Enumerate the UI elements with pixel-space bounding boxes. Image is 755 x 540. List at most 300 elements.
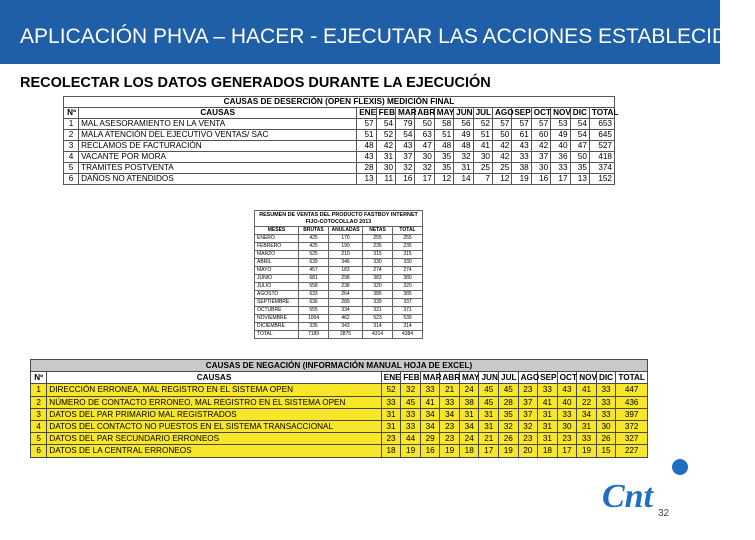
cause-cell: DATOS DEL CONTACTO NO PUESTOS EN EL SISTEMA TRANSACCIONAL — [47, 420, 381, 432]
table-causas-negacion — [30, 359, 648, 458]
column-header: TOTAL — [393, 227, 423, 235]
value-cell: 43 — [557, 384, 577, 396]
value-cell: 30 — [473, 152, 492, 163]
header-row — [31, 372, 648, 384]
table-row — [255, 331, 423, 339]
value-cell: 15 — [596, 445, 616, 457]
value-cell: 4 — [31, 420, 47, 432]
value-cell: 40 — [557, 396, 577, 408]
value-cell: 34 — [420, 408, 440, 420]
value-cell: 49 — [551, 130, 570, 141]
value-cell: 45 — [401, 396, 421, 408]
value-cell: 41 — [473, 141, 492, 152]
value-cell: 29 — [420, 433, 440, 445]
value-cell: 25 — [473, 163, 492, 174]
cause-cell: DATOS DEL PAR PRIMARIO MAL REGISTRADOS — [47, 408, 381, 420]
value-cell: 35 — [570, 163, 589, 174]
value-cell: 63 — [415, 130, 434, 141]
column-header: CAUSAS — [47, 372, 381, 384]
column-header: BRUTAS — [299, 227, 329, 235]
value-cell: 7189 — [299, 331, 329, 339]
value-cell: 30 — [596, 420, 616, 432]
column-header: DIC — [596, 372, 616, 384]
table-row — [31, 445, 648, 457]
value-cell: 24 — [459, 433, 479, 445]
value-cell: 32 — [454, 152, 473, 163]
table-row — [31, 433, 648, 445]
value-cell: 23 — [518, 433, 538, 445]
value-cell: 38 — [512, 163, 531, 174]
value-cell: 31 — [479, 420, 499, 432]
value-cell: 57 — [492, 119, 511, 130]
table-row — [31, 408, 648, 420]
value-cell: 30 — [376, 163, 395, 174]
value-cell: 37 — [518, 396, 538, 408]
column-header: OCT — [557, 372, 577, 384]
table-row — [255, 283, 423, 291]
value-cell: 636 — [299, 299, 329, 307]
value-cell: 31 — [538, 408, 558, 420]
value-cell: 371 — [393, 307, 423, 315]
value-cell: 54 — [396, 130, 415, 141]
value-cell: DICIEMBRE — [255, 323, 299, 331]
column-header: CAUSAS — [79, 108, 357, 119]
column-header: ANULADAS — [329, 227, 363, 235]
value-cell: 227 — [616, 445, 648, 457]
value-cell: 523 — [363, 315, 393, 323]
value-cell: 53 — [551, 119, 570, 130]
column-header: JUL — [499, 372, 519, 384]
column-header: MESES — [255, 227, 299, 235]
value-cell: 35 — [499, 408, 519, 420]
value-cell: 1004 — [299, 315, 329, 323]
value-cell: 56 — [454, 119, 473, 130]
column-header: AGO — [492, 108, 511, 119]
value-cell: 32 — [396, 163, 415, 174]
value-cell: 48 — [454, 141, 473, 152]
table-row — [31, 396, 648, 408]
value-cell: 31 — [538, 433, 558, 445]
value-cell: 43 — [396, 141, 415, 152]
value-cell: 639 — [299, 259, 329, 267]
value-cell: 61 — [512, 130, 531, 141]
value-cell: 2 — [64, 130, 79, 141]
value-cell: 457 — [299, 267, 329, 275]
header-row — [255, 227, 423, 235]
value-cell: 19 — [440, 445, 460, 457]
value-cell: 19 — [499, 445, 519, 457]
value-cell: 6 — [64, 174, 79, 185]
value-cell: 32 — [401, 384, 421, 396]
value-cell: 320 — [363, 283, 393, 291]
value-cell: 14 — [454, 174, 473, 185]
value-cell: 48 — [357, 141, 376, 152]
table-row — [255, 259, 423, 267]
header-row — [64, 108, 615, 119]
cause-cell: DAÑOS NO ATENDIDOS — [79, 174, 357, 185]
value-cell: TOTAL — [255, 331, 299, 339]
value-cell: 58 — [434, 119, 453, 130]
column-header: OCT — [531, 108, 550, 119]
value-cell: 6 — [31, 445, 47, 457]
table-resumen-ventas — [254, 210, 423, 339]
value-cell: 45 — [499, 384, 519, 396]
value-cell: 41 — [577, 384, 597, 396]
value-cell: 33 — [596, 408, 616, 420]
value-cell: 3 — [31, 408, 47, 420]
value-cell: 321 — [363, 307, 393, 315]
value-cell: 1 — [64, 119, 79, 130]
value-cell: ENERO — [255, 235, 299, 243]
value-cell: 33 — [551, 163, 570, 174]
table-row — [64, 119, 615, 130]
value-cell: 330 — [393, 259, 423, 267]
value-cell: 26 — [499, 433, 519, 445]
value-cell: 5 — [31, 433, 47, 445]
column-header: Nº — [64, 108, 79, 119]
column-header: FEB — [376, 108, 395, 119]
value-cell: 330 — [363, 259, 393, 267]
value-cell: 31 — [381, 420, 401, 432]
value-cell: 298 — [329, 275, 363, 283]
value-cell: 33 — [512, 152, 531, 163]
value-cell: 558 — [299, 283, 329, 291]
column-header: FEB — [401, 372, 421, 384]
table-row — [255, 291, 423, 299]
value-cell: 33 — [401, 420, 421, 432]
value-cell: 42 — [376, 141, 395, 152]
column-header: ENE — [357, 108, 376, 119]
value-cell: SEPTIEMBRE — [255, 299, 299, 307]
value-cell: 21 — [479, 433, 499, 445]
table-title: CAUSAS DE DESERCIÓN (OPEN FLEXIS) MEDICIÓN FINAL — [64, 97, 615, 108]
value-cell: 41 — [420, 396, 440, 408]
column-header: MAR — [396, 108, 415, 119]
column-header: MAY — [434, 108, 453, 119]
value-cell: 418 — [589, 152, 614, 163]
value-cell: 60 — [531, 130, 550, 141]
value-cell: 274 — [363, 267, 393, 275]
value-cell: 320 — [393, 283, 423, 291]
table-row — [255, 267, 423, 275]
value-cell: 255 — [363, 235, 393, 243]
value-cell: 334 — [329, 307, 363, 315]
value-cell: 50 — [492, 130, 511, 141]
value-cell: 18 — [381, 445, 401, 457]
table-causas-desercion — [63, 96, 619, 185]
value-cell: 170 — [329, 235, 363, 243]
cause-cell: DIRECCIÓN ERRONEA, MAL REGISTRO EN EL SISTEMA OPEN — [47, 384, 381, 396]
value-cell: 235 — [363, 243, 393, 251]
value-cell: 335 — [299, 323, 329, 331]
cause-cell: VACANTE POR MORA — [79, 152, 357, 163]
value-cell: 343 — [329, 323, 363, 331]
value-cell: 33 — [596, 396, 616, 408]
value-cell: OCTUBRE — [255, 307, 299, 315]
value-cell: 3 — [64, 141, 79, 152]
value-cell: 32 — [415, 163, 434, 174]
value-cell: 527 — [589, 141, 614, 152]
value-cell: 50 — [415, 119, 434, 130]
value-cell: 30 — [415, 152, 434, 163]
value-cell: 37 — [531, 152, 550, 163]
value-cell: 34 — [420, 420, 440, 432]
cnt-logo — [598, 455, 690, 515]
table-row — [255, 275, 423, 283]
value-cell: 19 — [577, 445, 597, 457]
value-cell: 397 — [616, 408, 648, 420]
value-cell: 13 — [570, 174, 589, 185]
table-row — [255, 299, 423, 307]
value-cell: NOVIEMBRE — [255, 315, 299, 323]
value-cell: 31 — [454, 163, 473, 174]
column-header: MAR — [420, 372, 440, 384]
value-cell: 315 — [363, 251, 393, 259]
column-header: TOTAL — [589, 108, 614, 119]
value-cell: 54 — [376, 119, 395, 130]
value-cell: 681 — [299, 275, 329, 283]
value-cell: 16 — [531, 174, 550, 185]
value-cell: 47 — [570, 141, 589, 152]
value-cell: 23 — [518, 384, 538, 396]
value-cell: 372 — [616, 420, 648, 432]
value-cell: 23 — [557, 433, 577, 445]
value-cell: 33 — [557, 408, 577, 420]
column-header: TOTAL — [616, 372, 648, 384]
value-cell: 539 — [393, 315, 423, 323]
value-cell: 17 — [479, 445, 499, 457]
value-cell: 42 — [492, 152, 511, 163]
value-cell: 645 — [589, 130, 614, 141]
value-cell: 32 — [518, 420, 538, 432]
page-number: 32 — [658, 508, 670, 519]
value-cell: 13 — [357, 174, 376, 185]
column-header: ABR — [440, 372, 460, 384]
value-cell: 51 — [473, 130, 492, 141]
value-cell: 16 — [420, 445, 440, 457]
value-cell: 51 — [434, 130, 453, 141]
column-header: SEP — [538, 372, 558, 384]
value-cell: 24 — [459, 384, 479, 396]
value-cell: ABRIL — [255, 259, 299, 267]
value-cell: 42 — [492, 141, 511, 152]
value-cell: 436 — [616, 396, 648, 408]
cause-cell: MAL ASESORAMIENTO EN LA VENTA — [79, 119, 357, 130]
value-cell: 17 — [551, 174, 570, 185]
value-cell: 19 — [401, 445, 421, 457]
value-cell: 38 — [459, 396, 479, 408]
table-row — [255, 243, 423, 251]
cause-cell: DATOS DEL PAR SECUNDARIO ERRONEOS — [47, 433, 381, 445]
table-title: CAUSAS DE NEGACIÓN (INFORMACIÓN MANUAL HOJA DE EXCEL) — [31, 360, 648, 372]
column-header: JUL — [473, 108, 492, 119]
value-cell: 633 — [299, 291, 329, 299]
value-cell: 17 — [557, 445, 577, 457]
value-cell: 45 — [479, 396, 499, 408]
value-cell: MAYO — [255, 267, 299, 275]
value-cell: 57 — [512, 119, 531, 130]
table-title: RESUMEN DE VENTAS DEL PRODUCTO FASTBOY INTERNET FIJO-COTOCOLLAO 2013 — [255, 211, 423, 227]
column-header: NOV — [577, 372, 597, 384]
column-header: ABR — [415, 108, 434, 119]
table-row — [64, 152, 615, 163]
table-row — [255, 315, 423, 323]
value-cell: 653 — [589, 119, 614, 130]
value-cell: 37 — [396, 152, 415, 163]
table-row — [255, 307, 423, 315]
value-cell: 79 — [396, 119, 415, 130]
value-cell: 50 — [570, 152, 589, 163]
table-row — [255, 251, 423, 259]
value-cell: 374 — [589, 163, 614, 174]
cause-cell: MALA ATENCIÓN DEL EJECUTIVO VENTAS/ SAC — [79, 130, 357, 141]
table-row — [64, 163, 615, 174]
value-cell: 33 — [381, 396, 401, 408]
column-header: SEP — [512, 108, 531, 119]
value-cell: 45 — [479, 384, 499, 396]
value-cell: 40 — [551, 141, 570, 152]
value-cell: 314 — [393, 323, 423, 331]
cause-cell: NÚMERO DE CONTACTO ERRONEO, MAL REGISTRO EN EL SISTEMA OPEN — [47, 396, 381, 408]
table-row — [31, 384, 648, 396]
value-cell: 462 — [329, 315, 363, 323]
cause-cell: DATOS DE LA CENTRAL ERRONEOS — [47, 445, 381, 457]
value-cell: 44 — [401, 433, 421, 445]
slide-subtitle: RECOLECTAR LOS DATOS GENERADOS DURANTE LA EJECUCIÓN — [20, 75, 491, 91]
value-cell: 327 — [616, 433, 648, 445]
value-cell: 555 — [299, 307, 329, 315]
value-cell: 380 — [393, 275, 423, 283]
cause-cell: RECLAMOS DE FACTURACIÓN — [79, 141, 357, 152]
value-cell: 22 — [577, 396, 597, 408]
value-cell: 43 — [357, 152, 376, 163]
value-cell: 11 — [376, 174, 395, 185]
value-cell: 152 — [589, 174, 614, 185]
value-cell: 41 — [538, 396, 558, 408]
value-cell: 33 — [577, 433, 597, 445]
value-cell: 23 — [440, 433, 460, 445]
value-cell: 12 — [492, 174, 511, 185]
value-cell: 52 — [381, 384, 401, 396]
value-cell: 4384 — [393, 331, 423, 339]
column-header: MAY — [459, 372, 479, 384]
value-cell: 57 — [531, 119, 550, 130]
value-cell: 183 — [329, 267, 363, 275]
column-header: ENE — [381, 372, 401, 384]
column-header: JUN — [454, 108, 473, 119]
value-cell: 49 — [454, 130, 473, 141]
value-cell: 25 — [492, 163, 511, 174]
value-cell: 54 — [570, 119, 589, 130]
value-cell: 339 — [363, 299, 393, 307]
value-cell: 21 — [440, 384, 460, 396]
value-cell: 33 — [401, 408, 421, 420]
value-cell: 34 — [459, 420, 479, 432]
value-cell: 52 — [376, 130, 395, 141]
value-cell: 32 — [499, 420, 519, 432]
value-cell: 385 — [393, 291, 423, 299]
value-cell: JULIO — [255, 283, 299, 291]
value-cell: 36 — [551, 152, 570, 163]
table-row — [64, 141, 615, 152]
value-cell: 255 — [393, 235, 423, 243]
value-cell: 18 — [538, 445, 558, 457]
value-cell: 4 — [64, 152, 79, 163]
value-cell: 54 — [570, 130, 589, 141]
value-cell: 31 — [459, 408, 479, 420]
value-cell: 289 — [329, 299, 363, 307]
column-header: JUN — [479, 372, 499, 384]
value-cell: 385 — [363, 291, 393, 299]
value-cell: 52 — [473, 119, 492, 130]
value-cell: 525 — [299, 251, 329, 259]
value-cell: 1 — [31, 384, 47, 396]
cause-cell: TRAMITES POSTVENTA — [79, 163, 357, 174]
table-row — [255, 323, 423, 331]
value-cell: 33 — [596, 384, 616, 396]
table-row — [31, 420, 648, 432]
value-cell: 31 — [479, 408, 499, 420]
value-cell: 2875 — [329, 331, 363, 339]
value-cell: 42 — [531, 141, 550, 152]
value-cell: 383 — [363, 275, 393, 283]
column-header: AGO — [518, 372, 538, 384]
value-cell: 16 — [396, 174, 415, 185]
value-cell: 19 — [512, 174, 531, 185]
value-cell: 28 — [499, 396, 519, 408]
value-cell: 33 — [538, 384, 558, 396]
value-cell: 20 — [518, 445, 538, 457]
value-cell: 2 — [31, 396, 47, 408]
value-cell: 51 — [357, 130, 376, 141]
column-header: NOV — [551, 108, 570, 119]
value-cell: 33 — [440, 396, 460, 408]
value-cell: JUNIO — [255, 275, 299, 283]
value-cell: 33 — [420, 384, 440, 396]
value-cell: 35 — [434, 163, 453, 174]
logo-dot-icon — [672, 459, 688, 475]
value-cell: 210 — [329, 251, 363, 259]
value-cell: 23 — [381, 433, 401, 445]
value-cell: 37 — [518, 408, 538, 420]
value-cell: 314 — [363, 323, 393, 331]
value-cell: 190 — [329, 243, 363, 251]
value-cell: 12 — [434, 174, 453, 185]
value-cell: 425 — [299, 235, 329, 243]
value-cell: FEBRERO — [255, 243, 299, 251]
value-cell: 346 — [329, 259, 363, 267]
slide-title: APLICACIÓN PHVA – HACER - EJECUTAR LAS ACCIONES ESTABLECIDAS — [0, 0, 720, 64]
table-row — [255, 235, 423, 243]
value-cell: MARZO — [255, 251, 299, 259]
value-cell: 26 — [596, 433, 616, 445]
value-cell: 28 — [357, 163, 376, 174]
value-cell: 30 — [557, 420, 577, 432]
value-cell: 18 — [459, 445, 479, 457]
value-cell: 17 — [415, 174, 434, 185]
table-row — [64, 130, 615, 141]
value-cell: 337 — [393, 299, 423, 307]
value-cell: 31 — [381, 408, 401, 420]
value-cell: 34 — [577, 408, 597, 420]
column-header: Nº — [31, 372, 47, 384]
value-cell: 264 — [329, 291, 363, 299]
value-cell: 31 — [538, 420, 558, 432]
value-cell: 48 — [434, 141, 453, 152]
value-cell: 425 — [299, 243, 329, 251]
table-row — [64, 174, 615, 185]
value-cell: 34 — [440, 408, 460, 420]
